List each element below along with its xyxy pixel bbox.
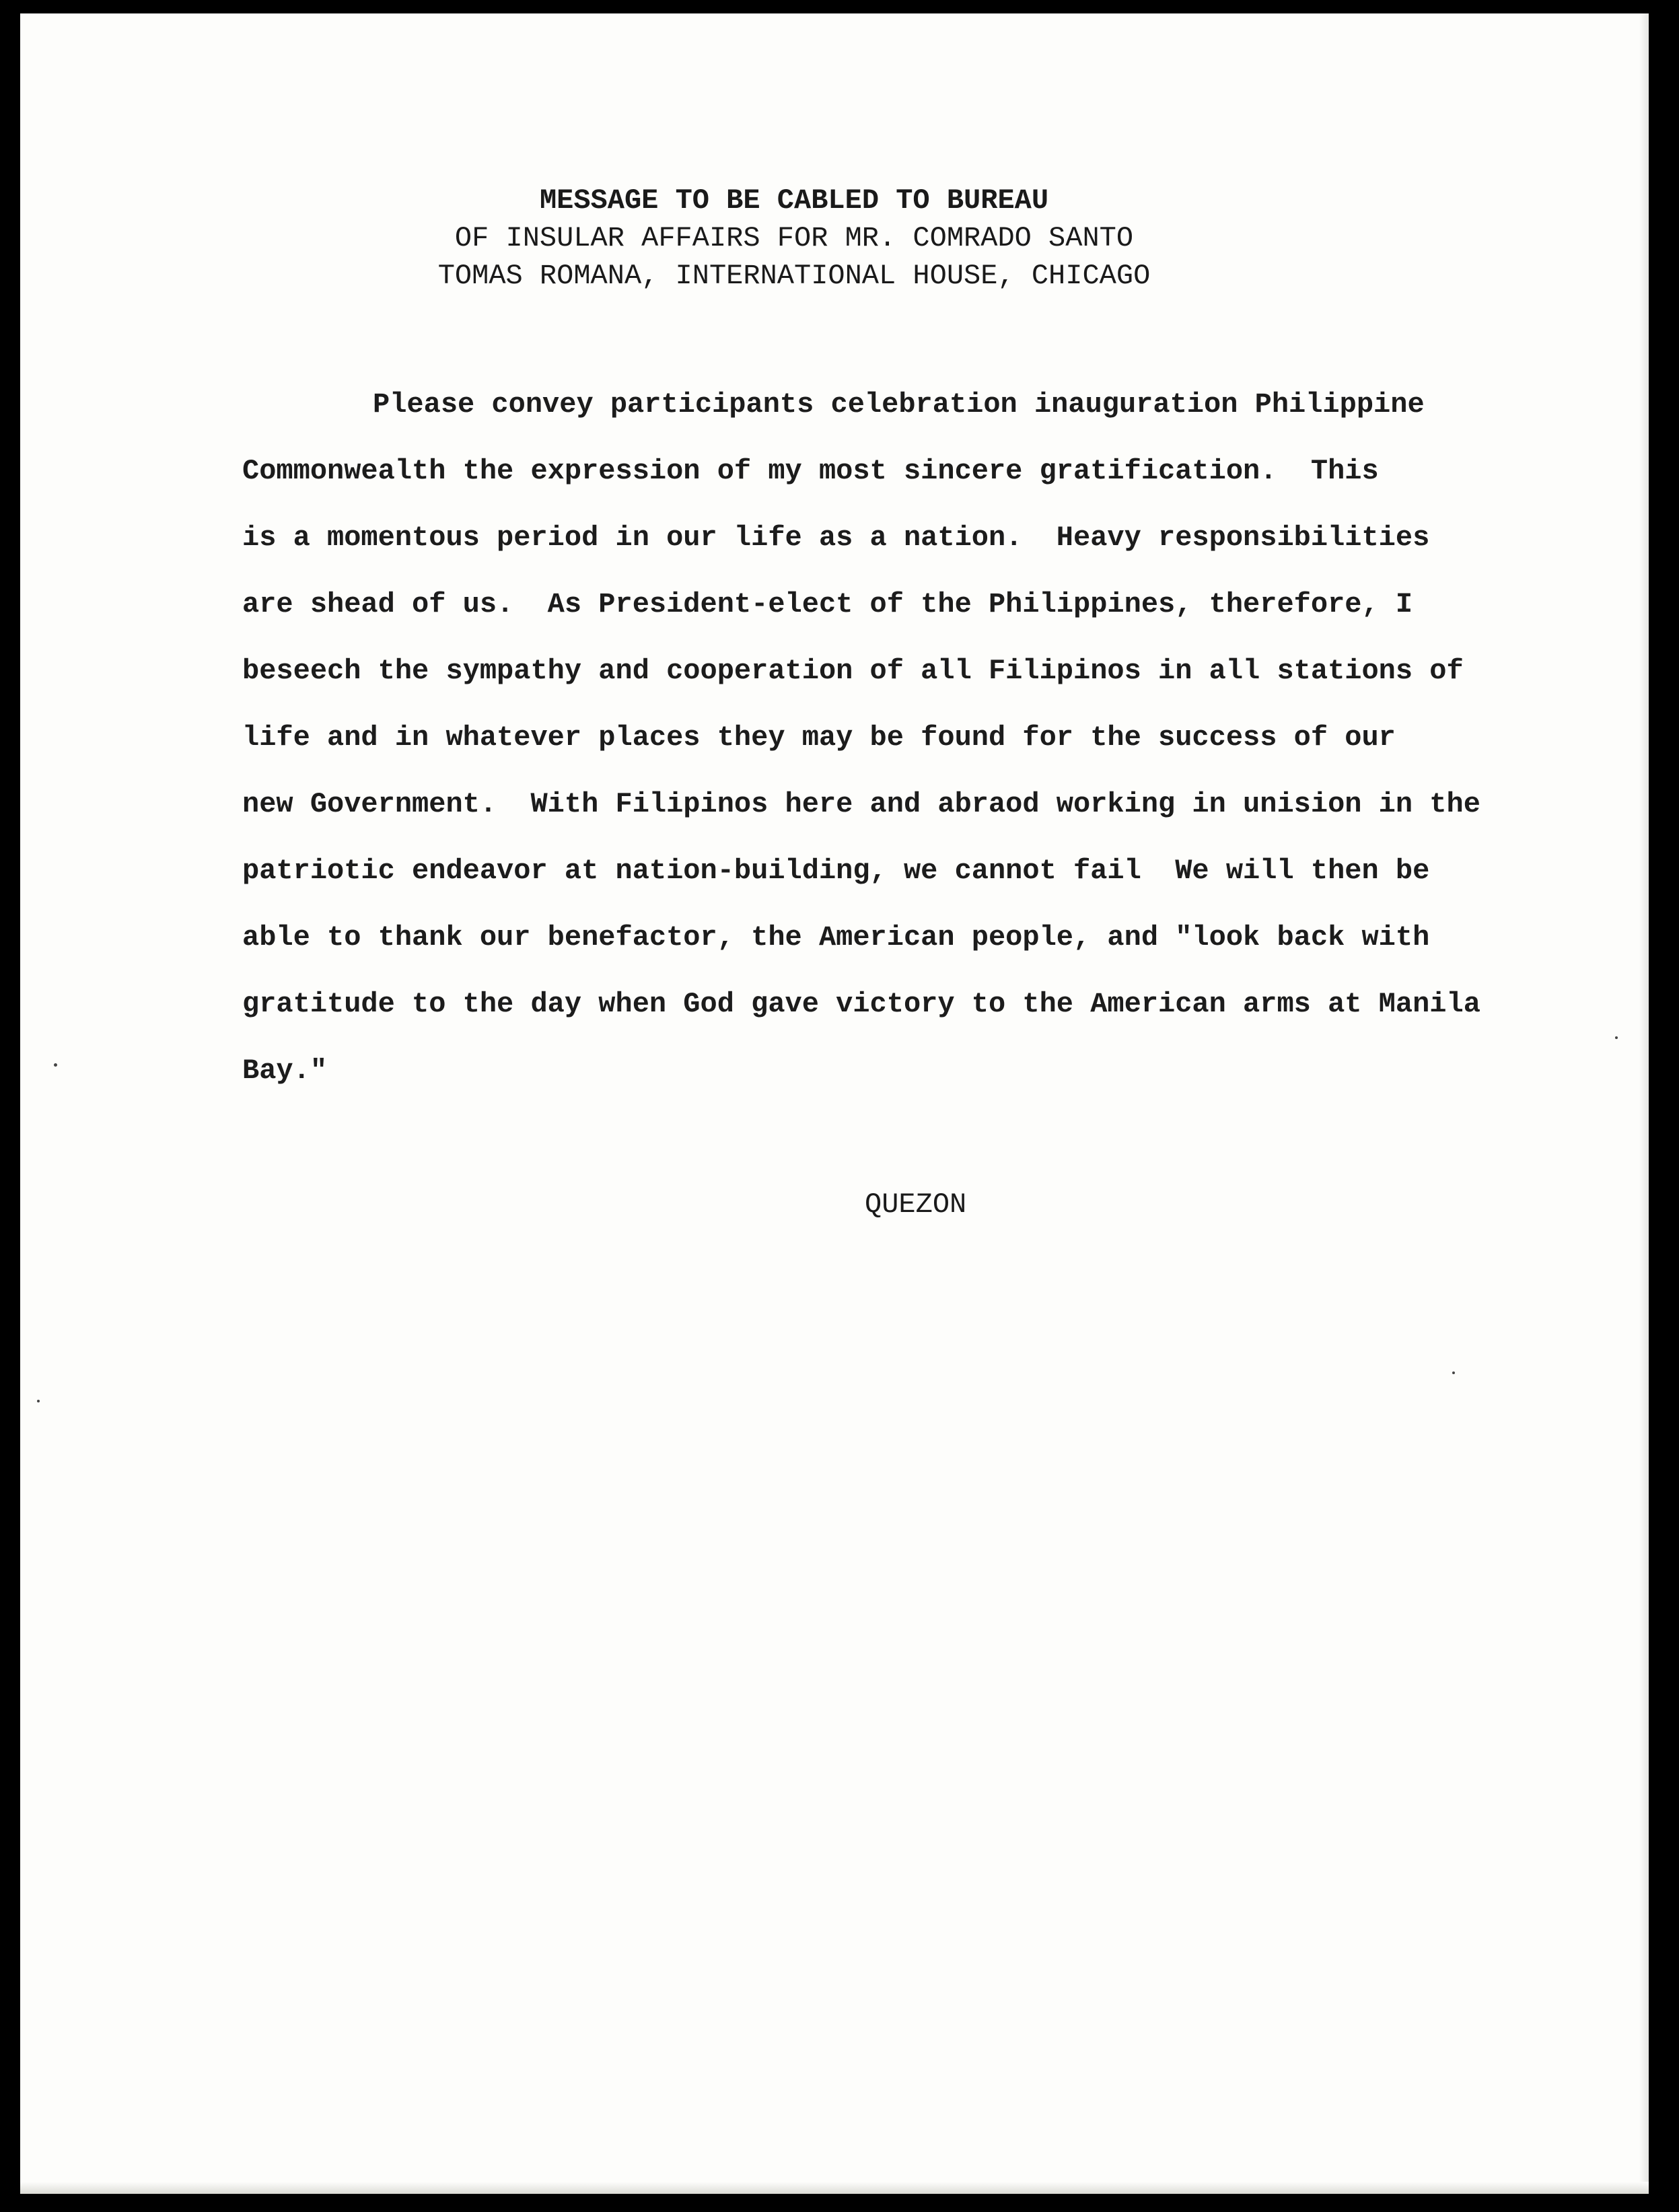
body-line: gratitude to the day when God gave victory to the American arms at Manila: [242, 988, 1480, 1020]
page-edge-right: [1639, 13, 1649, 2194]
body-line: new Government. With Filipinos here and abraod working in unision in the: [242, 788, 1480, 820]
heading-line: OF INSULAR AFFAIRS FOR MR. COMRADO SANTO: [454, 222, 1134, 254]
body-line: Bay.": [242, 1055, 328, 1087]
page-edge-bottom: [20, 2182, 1649, 2194]
body-line: able to thank our benefactor, the American people, and "look back with: [242, 921, 1430, 954]
body-line: beseech the sympathy and cooperation of all Filipinos in all stations of: [242, 655, 1464, 687]
document-heading: [222, 182, 1366, 295]
signature: QUEZON: [865, 1188, 967, 1221]
body-line: patriotic endeavor at nation-building, we cannot fail We will then be: [242, 855, 1430, 887]
body-line: is a momentous period in our life as a nation. Heavy responsibilities: [242, 522, 1430, 554]
paper-speck: [54, 1063, 57, 1067]
body-line: Please convey participants celebration inauguration Philippine: [373, 388, 1425, 421]
paper-speck: [1615, 1036, 1618, 1039]
message-body: [242, 371, 1521, 1104]
document-page: [20, 13, 1649, 2194]
body-line: Commonwealth the expression of my most sincere gratification. This: [242, 455, 1379, 487]
paper-speck: [1452, 1371, 1455, 1374]
body-line: are shead of us. As President-elect of the Philippines, therefore, I: [242, 588, 1413, 620]
heading-line: MESSAGE TO BE CABLED TO BUREAU: [539, 184, 1049, 217]
paper-speck: [37, 1400, 40, 1402]
body-line: life and in whatever places they may be found for the success of our: [242, 721, 1396, 754]
heading-line: TOMAS ROMANA, INTERNATIONAL HOUSE, CHICAGO: [437, 260, 1151, 292]
